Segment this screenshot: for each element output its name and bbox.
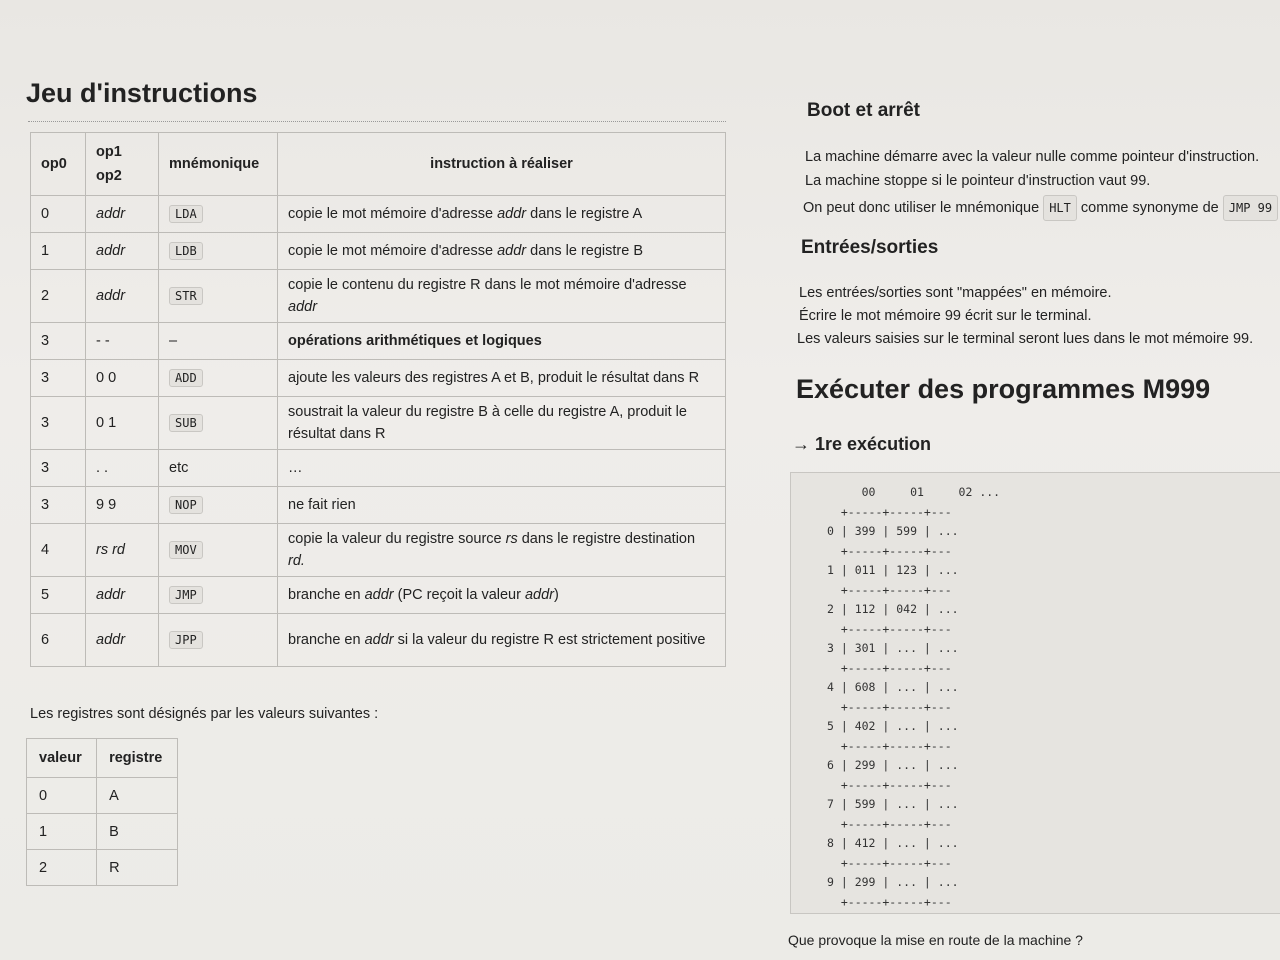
- cell-mnemonic: –: [159, 323, 278, 360]
- desc-italic: addr: [497, 243, 527, 259]
- section-title-boot: Boot et arrêt: [807, 100, 920, 121]
- cell-description: [278, 196, 726, 233]
- cell-description: soustrait la valeur du registre B à celle du registre A, produit le résultat dans R: [278, 397, 726, 450]
- desc-text: copie le mot mémoire d'adresse: [288, 243, 498, 259]
- cell-op: 9 9: [86, 487, 159, 524]
- desc-text: dans le registre A: [526, 206, 643, 222]
- title-divider: [28, 121, 726, 122]
- cell-op0: 6: [31, 614, 86, 667]
- desc-text: dans le registre destination: [517, 531, 696, 547]
- cell-op: rs rd: [86, 524, 159, 577]
- table-row: [31, 577, 726, 614]
- io-line-2: Écrire le mot mémoire 99 écrit sur le terminal.: [799, 308, 1092, 324]
- desc-italic: addr: [364, 587, 394, 603]
- header-registre: registre: [97, 739, 178, 778]
- mnemonic-code: JMP: [169, 586, 203, 604]
- cell-description: [278, 577, 726, 614]
- cell-mnemonic: [159, 233, 278, 270]
- cell-op: 0 1: [86, 397, 159, 450]
- desc-text: branche en: [288, 632, 365, 648]
- cell-description: [278, 270, 726, 323]
- cell-mnemonic: [159, 524, 278, 577]
- registers-intro: Les registres sont désignés par les valeurs suivantes :: [30, 706, 379, 722]
- desc-italic: addr: [364, 632, 394, 648]
- cell-op0: 3: [31, 450, 86, 487]
- desc-italic: rd.: [288, 553, 305, 569]
- memory-grid-box: [790, 472, 1280, 914]
- cell-op: addr: [86, 614, 159, 667]
- cell-mnemonic: etc: [159, 450, 278, 487]
- desc-italic: addr: [497, 206, 527, 222]
- section-title-exec: Exécuter des programmes M999: [796, 374, 1211, 404]
- instruction-table: [30, 132, 726, 667]
- mnemonic-code: ADD: [169, 369, 203, 387]
- boot-line-3-text: comme synonyme de: [1080, 200, 1219, 216]
- mnemonic-code: NOP: [169, 496, 203, 514]
- table-row: [31, 487, 726, 524]
- header-op1-op2: [86, 133, 159, 196]
- desc-text: dans le registre B: [526, 243, 643, 259]
- table-row: [27, 778, 178, 814]
- cell-register: B: [97, 814, 178, 850]
- header-op1: op1: [96, 144, 122, 160]
- desc-italic: rs: [505, 531, 518, 547]
- header-op2: op2: [96, 168, 122, 184]
- cell-mnemonic: [159, 614, 278, 667]
- desc-text: branche en: [288, 587, 365, 603]
- cell-op0: 1: [31, 233, 86, 270]
- mnemonic-code: LDA: [169, 205, 203, 223]
- registers-table: [26, 738, 178, 886]
- table-row: [31, 233, 726, 270]
- mnemonic-code: MOV: [169, 541, 203, 559]
- jmp99-code: JMP 99: [1223, 195, 1278, 221]
- table-row: [31, 323, 726, 360]
- desc-italic: addr: [524, 587, 555, 603]
- cell-op0: 3: [31, 397, 86, 450]
- desc-text: si la valeur du registre R est strictement positive: [393, 632, 706, 648]
- hlt-code: HLT: [1043, 195, 1077, 221]
- cell-mnemonic: [159, 397, 278, 450]
- boot-line-2: La machine stoppe si le pointeur d'instruction vaut 99.: [805, 173, 1151, 189]
- cell-op: addr: [86, 270, 159, 323]
- io-line-3: Les valeurs saisies sur le terminal seront lues dans le mot mémoire 99.: [797, 331, 1254, 347]
- registers-header: [27, 739, 178, 778]
- desc-text: copie la valeur du registre source: [288, 531, 506, 547]
- cell-mnemonic: [159, 487, 278, 524]
- section-title-instructions: Jeu d'instructions: [26, 78, 258, 108]
- cell-description: ajoute les valeurs des registres A et B, produit le résultat dans R: [278, 360, 726, 397]
- table-row: [31, 196, 726, 233]
- question-text: Que provoque la mise en route de la machine ?: [788, 932, 1083, 948]
- boot-line-1: La machine démarre avec la valeur nulle comme pointeur d'instruction.: [805, 149, 1260, 165]
- section-title-io: Entrées/sorties: [801, 237, 939, 258]
- cell-description: [278, 233, 726, 270]
- table-row: [27, 850, 178, 886]
- instruction-table-header: [31, 133, 726, 196]
- cell-description: [278, 524, 726, 577]
- cell-description: [278, 614, 726, 667]
- cell-register: R: [97, 850, 178, 886]
- cell-description: opérations arithmétiques et logiques: [278, 323, 726, 360]
- cell-op0: 3: [31, 360, 86, 397]
- cell-op0: 3: [31, 487, 86, 524]
- table-row: [31, 360, 726, 397]
- desc-text: copie le contenu du registre R dans le mot mémoire d'adresse: [288, 277, 687, 293]
- cell-op0: 5: [31, 577, 86, 614]
- cell-mnemonic: [159, 360, 278, 397]
- header-valeur: valeur: [27, 739, 97, 778]
- table-row: [31, 524, 726, 577]
- header-instruction: instruction à réaliser: [278, 133, 726, 196]
- boot-line-3: [803, 195, 1278, 221]
- mnemonic-code: SUB: [169, 414, 203, 432]
- table-row: [31, 270, 726, 323]
- boot-line-3-text: On peut donc utiliser le mnémonique: [803, 200, 1040, 216]
- cell-op: addr: [86, 577, 159, 614]
- cell-mnemonic: [159, 196, 278, 233]
- cell-mnemonic: [159, 270, 278, 323]
- cell-op: - -: [86, 323, 159, 360]
- cell-value: 1: [27, 814, 97, 850]
- cell-description: …: [278, 450, 726, 487]
- first-run-heading: → 1re exécution: [792, 434, 932, 454]
- cell-op0: 4: [31, 524, 86, 577]
- table-row: [31, 450, 726, 487]
- cell-op: addr: [86, 196, 159, 233]
- header-op0: op0: [31, 133, 86, 196]
- memory-grid: 00 01 02 ... +-----+-----+--- 0 | 399 | 599 | ... +-----+-----+--- 1 | 011 | 123 | ... +-----+-----+--- 2 | 112 | 042 | ... +-----+-----+--- 3 | 301 | ... | ... +-----+-----+--- 4 | 608 | ... | ... +-----+-----+--- 5 | 402 | ... | ... +-----+-----+--- 6 | 299 | ... | ... +-----+-----+--- 7 | 599 | ... | ... +-----+-----+--- 8 | 412 | ... | ... +-----+-----+--- 9 | 299 | ... | ... +-----+-----+---: [827, 485, 1001, 909]
- cell-op0: 2: [31, 270, 86, 323]
- desc-text: ): [554, 587, 559, 603]
- mnemonic-code: STR: [169, 287, 203, 305]
- io-line-1: Les entrées/sorties sont "mappées" en mémoire.: [799, 285, 1112, 301]
- cell-op: . .: [86, 450, 159, 487]
- table-row: [31, 614, 726, 667]
- mnemonic-code: LDB: [169, 242, 203, 260]
- table-row: [27, 814, 178, 850]
- header-mnemonic: mnémonique: [159, 133, 278, 196]
- desc-text: copie le mot mémoire d'adresse: [288, 206, 498, 222]
- cell-description: ne fait rien: [278, 487, 726, 524]
- cell-op0: 3: [31, 323, 86, 360]
- desc-italic: addr: [288, 299, 318, 315]
- cell-register: A: [97, 778, 178, 814]
- cell-mnemonic: [159, 577, 278, 614]
- mnemonic-code: JPP: [169, 631, 203, 649]
- cell-value: 2: [27, 850, 97, 886]
- table-row: [31, 397, 726, 450]
- cell-op0: 0: [31, 196, 86, 233]
- cell-value: 0: [27, 778, 97, 814]
- desc-text: (PC reçoit la valeur: [393, 587, 525, 603]
- cell-op: addr: [86, 233, 159, 270]
- cell-op: 0 0: [86, 360, 159, 397]
